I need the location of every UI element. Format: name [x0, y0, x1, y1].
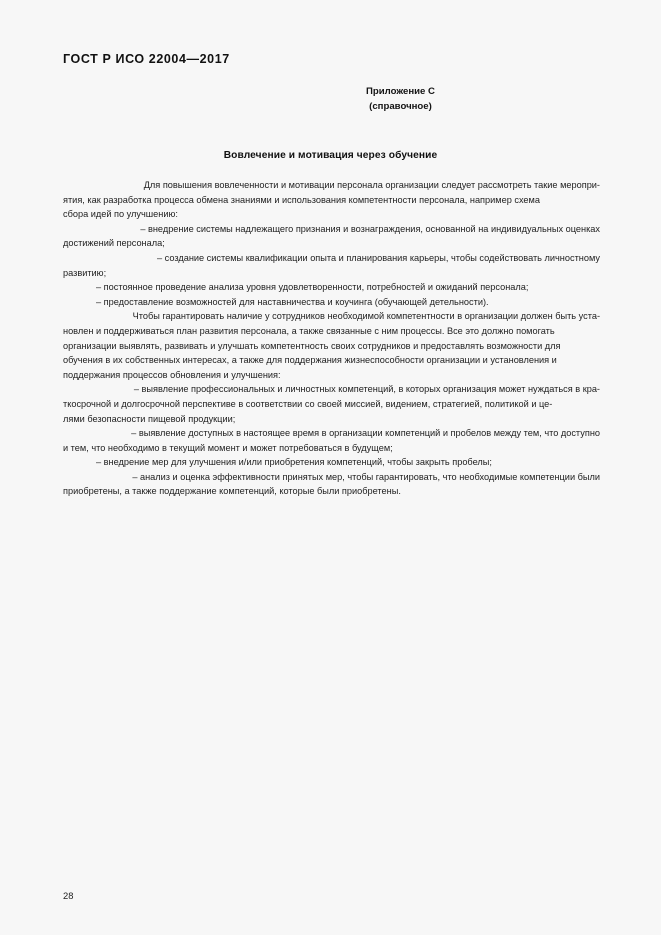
text-line: – создание системы квалификации опыта и планирования карьеры, чтобы содействовать личностному — [156, 252, 600, 263]
text-line: организации выявлять, развивать и улучшать компетентность своих сотрудников и предоставлять возможности для — [63, 340, 561, 351]
appendix-heading-block — [0, 84, 661, 114]
text-line: развитию; — [63, 267, 107, 278]
text-line: – внедрение системы надлежащего признания и вознаграждения, основанной на индивидуальных оценках — [140, 223, 600, 234]
text-line: – выявление профессиональных и личностных компетенций, в которых организация может нуждаться в кра- — [133, 384, 600, 395]
list-item — [63, 280, 600, 295]
list-item — [63, 455, 600, 470]
text-line: сбора идей по улучшению: — [63, 209, 178, 220]
text-line: поддержания процессов обновления и улучшения: — [63, 369, 281, 380]
appendix-label: Приложение С — [366, 86, 435, 97]
list-item — [63, 251, 600, 280]
page-title: Вовлечение и мотивация через обучение — [223, 150, 438, 161]
text-line: – выявление доступных в настоящее время в организации компетенций и пробелов между тем, что доступно — [131, 428, 600, 439]
text-line: Чтобы гарантировать наличие у сотрудников необходимой компетентности в организации должен быть уста- — [132, 311, 600, 322]
text-line: обучения в их собственных интересах, а также для поддержания жизнеспособности организации и установления и — [63, 355, 557, 366]
page-number: 28 — [63, 890, 74, 901]
text-line: – постоянное проведение анализа уровня удовлетворенности, потребностей и ожиданий персонала; — [96, 282, 529, 293]
text-line: – предоставление возможностей для наставничества и коучинга (обучающей детельности). — [96, 296, 489, 307]
body-text — [63, 178, 600, 499]
list-item — [63, 382, 600, 426]
text-line: Для повышения вовлеченности и мотивации персонала организации следует рассмотреть такие меропри- — [143, 180, 600, 190]
text-line: и тем, что необходимо в текущий момент и может потребоваться в будущем; — [63, 442, 393, 453]
text-line: ткосрочной и долгосрочной перспективе в соответствии со своей миссией, видением, стратегией, политикой и це- — [63, 398, 553, 409]
paragraph-intro — [63, 178, 600, 222]
standard-header: ГОСТ Р ИСО 22004—2017 — [63, 52, 230, 66]
appendix-type: (справочное) — [369, 101, 432, 112]
text-line: новлен и поддерживаться план развития персонала, а также связанные с ним процессы. Все это должно помогать — [63, 325, 555, 336]
text-line: приобретены, а также поддержание компетенций, которые были приобретены. — [63, 486, 401, 497]
text-line: достижений персонала; — [63, 238, 165, 249]
text-line: – внедрение мер для улучшения и/или приобретения компетенций, чтобы закрыть пробелы; — [96, 457, 492, 468]
list-item — [63, 470, 600, 499]
list-item — [63, 295, 600, 310]
paragraph-competence-plan — [63, 309, 600, 382]
text-line: ятия, как разработка процесса обмена знаниями и использования компетентности персонала, например схема — [63, 194, 540, 205]
list-item — [63, 222, 600, 251]
list-item — [63, 426, 600, 455]
text-line: лями безопасности пищевой продукции; — [63, 413, 236, 424]
text-line: – анализ и оценка эффективности принятых мер, чтобы гарантировать, что необходимые компетенции были — [132, 471, 600, 482]
